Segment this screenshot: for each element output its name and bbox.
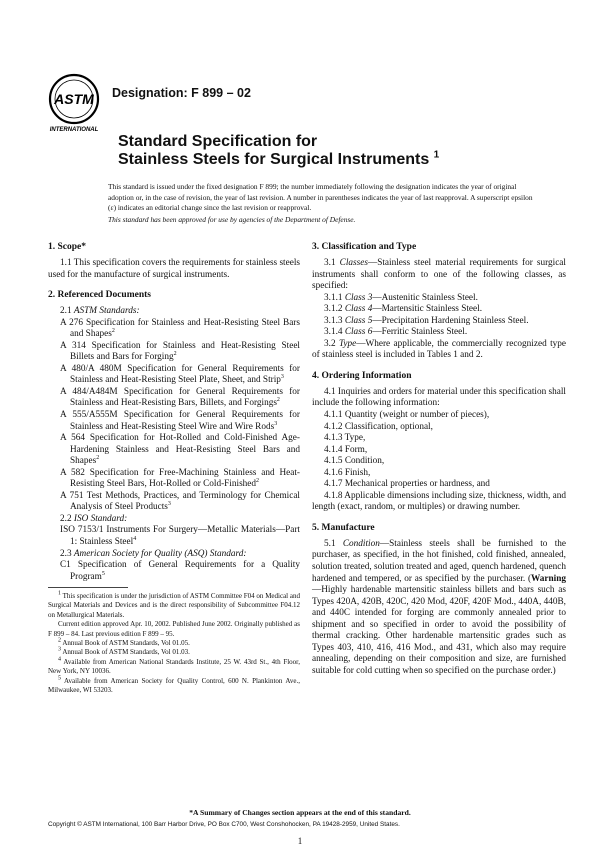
type-paragraph: 3.2 Type—Where applicable, the commercially recognized type of stainless steel is included in Tables 1 and 2. bbox=[312, 338, 567, 361]
footnote-list bbox=[48, 592, 300, 695]
document-title bbox=[118, 133, 439, 169]
class-item: 3.1.1 Class 3—Austenitic Stainless Steel. bbox=[324, 292, 478, 303]
condition-paragraph: 5.1 Condition—Stainless steels shall be furnished to the purchaser, as specified, in the hot finished, cold finished, annealed, solution treated, solution treated and aged, quench hardened, quench hardened and tempered, or as specified by the purchaser. (Warning—Highly hardenable martensitic stainless billets and bars such as Types 420A, 420B, 420C, 420 Mod, 420F, 420F Mod., 440A, 440B, and 440C intended for forging are commonly annealed prior to shipment and so specified in order to avoid the possibility of thermal cracking. Other hardenable martensitic grades such as Types 403, 410, 416, 416 Mod., and 431, which also may require annealing, depending on their composition and size, are furnished suitable for cold cutting when so specified on the purchase order.) bbox=[312, 538, 567, 676]
reference-item: A 582 Specification for Free-Machining Stainless and Heat-Resisting Steel Bars, Hot-Rolled or Cold-Finished$^2$ bbox=[60, 467, 300, 490]
reference-item: A 484/A484M Specification for General Requirements for Stainless and Heat-Resisting Bars, Billets, and Forgings$^2$ bbox=[60, 386, 300, 409]
reference-item: A 276 Specification for Stainless and Heat-Resisting Steel Bars and Shapes$^2$ bbox=[60, 317, 300, 340]
title-line-2: Stainless Steels for Surgical Instruments $^1$ bbox=[118, 149, 440, 168]
reference-item: A 751 Test Methods, Practices, and Terminology for Chemical Analysis of Steel Products$^3$ bbox=[60, 490, 300, 513]
scope-paragraph: 1.1 This specification covers the requirements for stainless steels used for the manufacture of surgical instruments. bbox=[48, 258, 301, 280]
section-references-heading: 2. Referenced Documents bbox=[48, 290, 151, 301]
footnote: $^1$ This specification is under the jurisdiction of ASTM Committee F04 on Medical and Surgical Materials and Devices and is the direct responsibility of Subcommittee F04.12 on Metallurgical Materials. bbox=[48, 590, 301, 619]
footnote: $^2$ Annual Book of ASTM Standards, Vol 01.05. bbox=[58, 637, 190, 648]
section-classification-heading: 3. Classification and Type bbox=[312, 242, 417, 252]
footnote: $^3$ Annual Book of ASTM Standards, Vol 01.03. bbox=[58, 647, 190, 657]
ordering-paragraph: 4.1 Inquiries and orders for material under this specification shall include the following information: bbox=[312, 386, 566, 409]
copyright-line: Copyright © ASTM International, 100 Barr Harbor Drive, PO Box C700, West Conshohocken, PA 19428-2959, United States. bbox=[48, 821, 400, 828]
ordering-item: 4.1.6 Finish, bbox=[324, 467, 371, 478]
ordering-item: 4.1.3 Type, bbox=[324, 433, 366, 444]
right-column bbox=[312, 241, 566, 678]
ordering-item: 4.1.4 Form, bbox=[324, 444, 368, 455]
left-column bbox=[48, 241, 300, 583]
asq-standard-label: 2.3 American Society for Quality (ASQ) Standard: bbox=[60, 548, 247, 559]
dod-approval-note: This standard has been approved for use by agencies of the Department of Defense. bbox=[108, 215, 356, 224]
class-item: 3.1.4 Class 6—Ferritic Stainless Steel. bbox=[324, 327, 468, 338]
footnote: $^4$ Available from American National Standards Institute, 25 W. 43rd St., 4th Floor, New York, NY 10036. bbox=[48, 656, 300, 676]
ordering-item: 4.1.7 Mechanical properties or hardness, and bbox=[324, 479, 490, 490]
svg-text:INTERNATIONAL: INTERNATIONAL bbox=[49, 127, 99, 133]
designation: Designation: F 899 – 02 bbox=[112, 86, 251, 100]
reference-item: A 314 Specification for Stainless and Heat-Resisting Steel Billets and Bars for Forging$^2$ bbox=[60, 340, 300, 363]
footnote: $^5$ Available from American Society for Quality Control, 600 N. Plankinton Ave., Milwaukee, WI 53203. bbox=[48, 675, 300, 695]
ordering-item: 4.1.2 Classification, optional, bbox=[324, 421, 433, 432]
section-scope-heading: 1. Scope* bbox=[48, 242, 86, 252]
iso-standard-label: 2.2 ISO Standard: bbox=[60, 513, 128, 524]
astm-logo bbox=[44, 72, 104, 134]
summary-of-changes-note: *A Summary of Changes section appears at the end of this standard. bbox=[189, 808, 411, 817]
classes-paragraph: 3.1 Classes—Stainless steel material requirements for surgical instruments shall conform to one of the following classes, as specified: bbox=[312, 258, 566, 292]
ordering-item: 4.1.5 Condition, bbox=[324, 456, 385, 467]
reference-item: A 564 Specification for Hot-Rolled and Cold-Finished Age-Hardening Stainless and Heat-Resisting Steel Bars and Shapes$^2$ bbox=[60, 433, 300, 467]
title-line-1: Standard Specification for bbox=[118, 133, 318, 150]
class-list bbox=[312, 293, 566, 339]
reference-item: A 480/A 480M Specification for General Requirements for Stainless and Heat-Resisting Steel Plate, Sheet, and Strip$^3$ bbox=[60, 363, 300, 386]
section-manufacture-heading: 5. Manufacture bbox=[312, 522, 375, 533]
footnote-divider bbox=[48, 587, 128, 588]
section-ordering-heading: 4. Ordering Information bbox=[312, 370, 412, 381]
astm-standards-label: 2.1 ASTM Standards: bbox=[60, 306, 140, 317]
ordering-list bbox=[312, 410, 566, 514]
title-footnote-ref: 1 bbox=[433, 149, 440, 161]
asq-reference: C1 Specification of General Requirements for a Quality Program$^5$ bbox=[60, 560, 300, 582]
ordering-item: 4.1.8 Applicable dimensions including size, thickness, width, and length (exact, random, or multiples) or drawing number. bbox=[312, 490, 567, 513]
reference-item: A 555/A555M Specification for General Requirements for Stainless and Heat-Resisting Steel Wire and Wire Rods$^3$ bbox=[60, 410, 300, 432]
issue-note: This standard is issued under the fixed designation F 899; the number immediately following the designation indicates the year of original adoption or, in the case of revision, the year of last revision. A number in parentheses indicates the year of last reapproval. A superscript epsilon (ε) indicates an editorial change since the last revision or reapproval. bbox=[108, 182, 533, 213]
footnote: Current edition approved Apr. 10, 2002. Published June 2002. Originally published as F 899 – 84. Last previous edition F 899 – 95. bbox=[48, 620, 300, 638]
class-item: 3.1.2 Class 4—Martensitic Stainless Steel. bbox=[324, 304, 483, 315]
ordering-item: 4.1.1 Quantity (weight or number of pieces), bbox=[324, 410, 490, 421]
page-number: 1 bbox=[297, 836, 303, 846]
astm-reference-list bbox=[48, 318, 300, 514]
iso-reference: ISO 7153/1 Instruments For Surgery—Metallic Materials—Part 1: Stainless Steel$^4$ bbox=[60, 525, 300, 548]
svg-text:ASTM: ASTM bbox=[54, 91, 94, 107]
footnotes bbox=[48, 587, 300, 695]
class-item: 3.1.3 Class 5—Precipitation Hardening Stainless Steel. bbox=[324, 315, 529, 326]
